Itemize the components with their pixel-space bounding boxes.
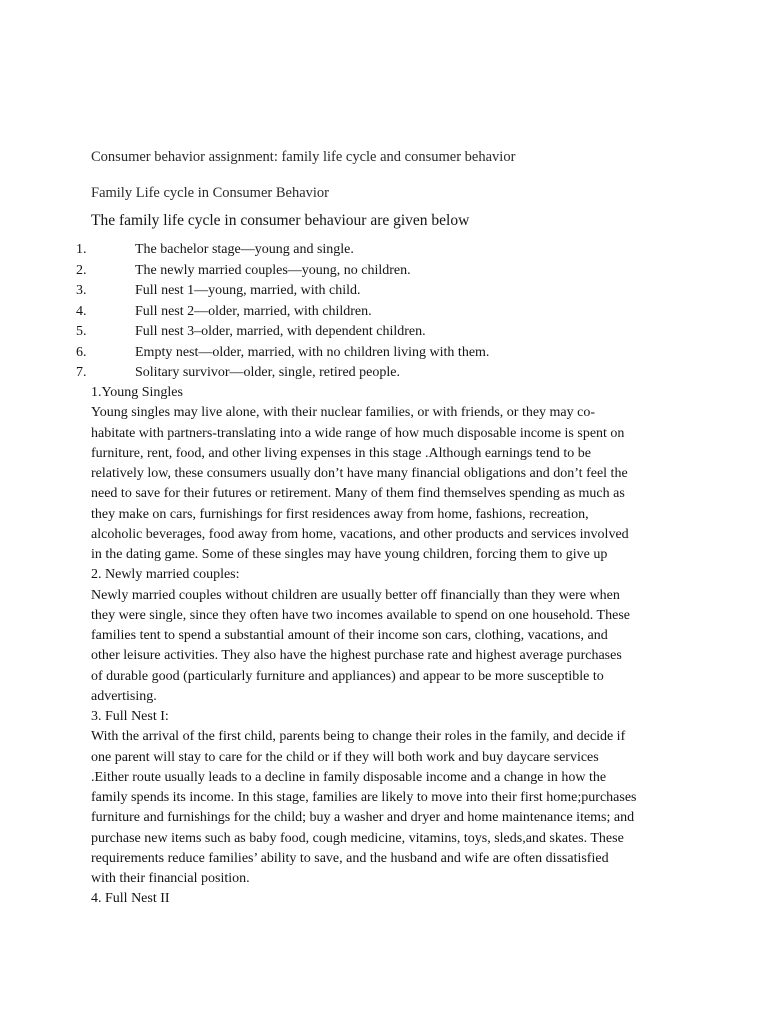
text-line: families tent to spend a substantial amount of their income son cars, clothing, vacations, and: [91, 628, 608, 643]
list-text: The newly married couples—young, no children.: [135, 262, 411, 278]
document-title: Consumer behavior assignment: family life cycle and consumer behavior: [91, 149, 516, 165]
section-heading-full-nest-2: 4. Full Nest II: [91, 891, 170, 907]
text-line: in the dating game. Some of these singles may have young children, forcing them to give up: [91, 547, 608, 562]
text-line: they were single, since they often have two incomes available to spend on one household. These: [91, 607, 630, 623]
list-number: 5.: [76, 324, 87, 339]
list-text: Empty nest—older, married, with no children living with them.: [135, 344, 490, 360]
list-text: Full nest 2—older, married, with children.: [135, 303, 372, 319]
list-text: Solitary survivor—older, single, retired people.: [135, 365, 400, 380]
document-subtitle: Family Life cycle in Consumer Behavior: [91, 185, 329, 201]
section-heading-young-singles: 1.Young Singles: [91, 385, 183, 400]
text-line: need to save for their futures or retirement. Many of them find themselves spending as much as: [91, 486, 625, 502]
list-number: 1.: [76, 242, 87, 257]
intro-paragraph: The family life cycle in consumer behaviour are given below: [91, 212, 470, 229]
list-text: Full nest 1—young, married, with child.: [135, 283, 361, 298]
text-line: one parent will stay to care for the child or if they will both work and buy daycare services: [91, 749, 599, 765]
text-line: alcoholic beverages, food away from home, vacations, and other products and services involved: [91, 526, 629, 542]
body-text: [91, 383, 651, 910]
text-line: with their financial position.: [91, 871, 250, 886]
text-line: habitate with partners-translating into a wide range of how much disposable income is spent on: [91, 425, 625, 441]
list-text: The bachelor stage—young and single.: [135, 242, 354, 257]
list-number: 3.: [76, 283, 87, 298]
text-line: With the arrival of the first child, parents being to change their roles in the family, and decide if: [91, 729, 626, 745]
text-line: relatively low, these consumers usually don’t have many financial obligations and don’t feel the: [91, 466, 628, 481]
list-number: 4.: [76, 303, 87, 319]
text-line: Newly married couples without children are usually better off financially than they were when: [91, 587, 620, 603]
text-line: purchase new items such as baby food, cough medicine, vitamins, toys, sleds,and skates. These: [91, 830, 624, 846]
section-heading-full-nest-1: 3. Full Nest I:: [91, 709, 169, 724]
text-line: furniture and furnishings for the child; buy a washer and dryer and home maintenance items; and: [91, 810, 635, 826]
text-line: requirements reduce families’ ability to save, and the husband and wife are often dissatisfied: [91, 850, 609, 866]
text-line: other leisure activities. They also have the highest purchase rate and highest average purchases: [91, 648, 622, 664]
list-number: 6.: [76, 344, 87, 360]
list-number: 7.: [76, 365, 87, 380]
text-line: .Either route usually leads to a decline in family disposable income and a change in how the: [91, 769, 607, 785]
text-line: they make on cars, furnishings for first residences away from home, fashions, recreation,: [91, 506, 589, 522]
list-text: Full nest 3–older, married, with dependent children.: [135, 324, 426, 339]
text-line: Young singles may live alone, with their nuclear families, or with friends, or they may co-: [91, 405, 596, 421]
text-line: furniture, rent, food, and other living expenses in this stage .Although earnings tend to be: [91, 445, 592, 461]
text-line: of durable good (particularly furniture and appliances) and appear to be more susceptible to: [91, 668, 604, 684]
text-line: advertising.: [91, 688, 157, 704]
section-heading-newly-married: 2. Newly married couples:: [91, 567, 240, 583]
text-line: family spends its income. In this stage, families are likely to move into their first home;purchases: [91, 790, 637, 805]
list-number: 2.: [76, 262, 87, 278]
